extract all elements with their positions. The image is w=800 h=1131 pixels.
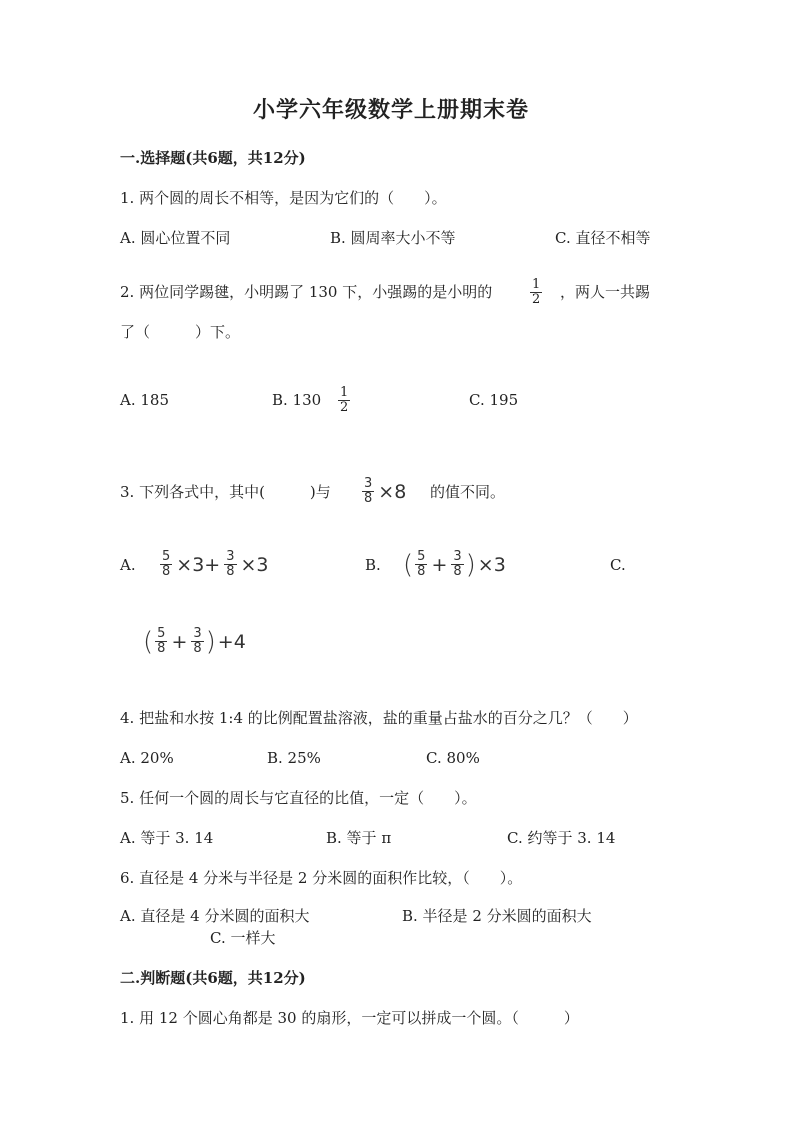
question-3-option-c-label: C. (610, 556, 626, 574)
question-6-text: 6. 直径是 4 分米与半径是 2 分米圆的面积作比较，（ ）。 (120, 869, 523, 887)
expression-operator: ×3 (240, 553, 269, 576)
question-5-option-b: B. 等于 π (326, 829, 392, 847)
expression-fraction (160, 550, 172, 579)
section-heading-choice: 一.选择题(共6题，共12分) (120, 149, 306, 167)
question-6-option-c: C. 一样大 (210, 929, 276, 947)
question-5-option-a: A. 等于 3. 14 (120, 829, 214, 847)
question-4-option-a: A. 20% (120, 749, 174, 767)
section-heading-judgement: 二.判断题(共6题，共12分) (120, 969, 306, 987)
fraction-numerator: 1 (340, 385, 349, 400)
fraction-numerator: 1 (532, 277, 541, 292)
open-paren: ( (143, 626, 154, 657)
question-3-option-c-expression (143, 627, 248, 656)
question-4-option-b: B. 25% (267, 749, 321, 767)
question-6-option-b: B. 半径是 2 分米圆的面积大 (402, 907, 592, 925)
question-2-fraction (530, 278, 542, 307)
fraction-denominator: 2 (340, 400, 349, 415)
close-paren: ) (465, 549, 476, 580)
expression-operator: ×3+ (176, 553, 221, 576)
question-4-option-c: C. 80% (426, 749, 480, 767)
fraction-denominator: 8 (157, 641, 166, 656)
question-1-option-b: B. 圆周率大小不等 (330, 229, 456, 247)
question-1-option-a: A. 圆心位置不同 (120, 229, 231, 247)
expression-fraction (224, 550, 236, 579)
page-title: 小学六年级数学上册期末卷 (253, 97, 530, 123)
question-2-text-line2: 了（ ）下。 (120, 323, 241, 341)
question-2-option-b: B. 130 (272, 391, 322, 409)
question-6-option-a: A. 直径是 4 分米圆的面积大 (120, 907, 310, 925)
question-3-option-b-label: B. (365, 556, 381, 574)
expression-fraction (362, 477, 374, 506)
expression-fraction (415, 550, 427, 579)
fraction-denominator: 8 (453, 564, 462, 579)
question-5-option-c: C. 约等于 3. 14 (507, 829, 616, 847)
expression-fraction (191, 627, 203, 656)
question-3-text-part2: 的值不同。 (430, 483, 506, 501)
fraction-denominator: 2 (532, 292, 541, 307)
close-paren: ) (205, 626, 216, 657)
question-1-text: 1. 两个圆的周长不相等，是因为它们的（ ）。 (120, 189, 447, 207)
expression-operator: + (431, 553, 448, 576)
question-3-option-a-label: A. (120, 556, 136, 574)
open-paren: ( (403, 549, 414, 580)
fraction-denominator: 8 (162, 564, 171, 579)
question-4-text: 4. 把盐和水按 1:4 的比例配置盐溶液，盐的重量占盐水的百分之几？（ ） (120, 709, 638, 727)
fraction-numerator: 3 (453, 549, 462, 564)
fraction-numerator: 3 (193, 626, 202, 641)
fraction-denominator: 8 (364, 491, 373, 506)
expression-operator: ×8 (378, 480, 407, 503)
question-1-option-c: C. 直径不相等 (555, 229, 651, 247)
fraction-numerator: 5 (157, 626, 166, 641)
fraction-numerator: 5 (417, 549, 426, 564)
question-3-option-b-expression (403, 550, 508, 579)
question-2-text-part2: ，两人一共踢 (560, 283, 651, 301)
expression-fraction (155, 627, 167, 656)
fraction-denominator: 8 (417, 564, 426, 579)
expression-fraction (451, 550, 463, 579)
fraction-denominator: 8 (226, 564, 235, 579)
question-5-text: 5. 任何一个圆的周长与它直径的比值，一定（ ）。 (120, 789, 477, 807)
fraction-numerator: 3 (226, 549, 235, 564)
question-2-option-c: C. 195 (469, 391, 519, 409)
question-2-text-part1: 2. 两位同学踢毽，小明踢了 130 下，小强踢的是小明的 (120, 283, 493, 301)
judgement-1-text: 1. 用 12 个圆心角都是 30 的扇形，一定可以拼成一个圆。（ ） (120, 1009, 579, 1027)
question-2-option-a: A. 185 (120, 391, 169, 409)
question-3-option-a-expression (158, 550, 271, 579)
expression-operator: +4 (217, 630, 246, 653)
question-3-expression (360, 477, 408, 506)
fraction-denominator: 8 (193, 641, 202, 656)
expression-operator: + (171, 630, 188, 653)
fraction-numerator: 5 (162, 549, 171, 564)
question-3-text-part1: 3. 下列各式中，其中( )与 (120, 483, 331, 501)
question-2-option-b-fraction (338, 386, 350, 415)
fraction-numerator: 3 (364, 476, 373, 491)
expression-operator: ×3 (477, 553, 506, 576)
